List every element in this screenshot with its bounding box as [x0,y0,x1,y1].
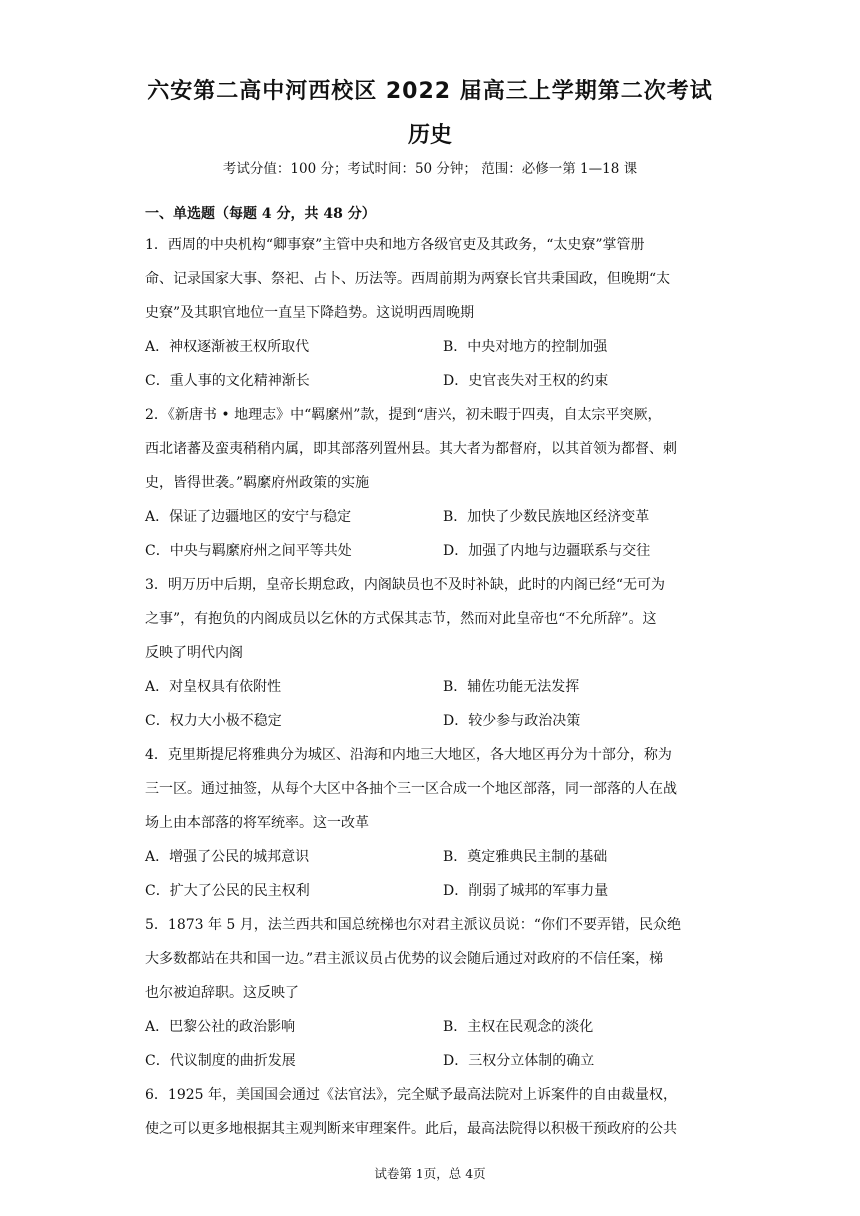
question-text-line: 之事”，有抱负的内阁成员以乞休的方式保其志节，然而对此皇帝也“不允所辞”。这 [145,611,657,627]
answer-option: D．较少参与政治决策 [443,713,581,729]
exam-body [145,200,725,1146]
question-4 [145,738,725,908]
question-text-line: 反映了明代内阁 [145,645,243,661]
answer-option: A．保证了边疆地区的安宁与稳定 [145,509,352,525]
question-text-line: 三一区。通过抽签，从每个大区中各抽个三一区合成一个地区部落，同一部落的人在战 [145,781,677,797]
page-footer: 试卷第 1页，总 4页 [374,1166,486,1181]
option-row [145,1044,725,1078]
question-5 [145,908,725,1078]
question-1 [145,228,725,398]
question-2 [145,398,725,568]
option-row [145,364,725,398]
answer-option: C．重人事的文化精神渐长 [145,373,310,389]
answer-option: C．扩大了公民的民主权利 [145,883,310,899]
option-row [145,500,725,534]
question-text-line: 1．西周的中央机构“卿事寮”主管中央和地方各级官吏及其政务，“太史寮”掌管册 [145,237,645,253]
question-text-line: 大多数都站在共和国一边。”君主派议员占优势的议会随后通过对政府的不信任案，梯 [145,951,664,967]
answer-option: C．代议制度的曲折发展 [145,1053,296,1069]
answer-option: A．巴黎公社的政治影响 [145,1019,296,1035]
option-row [145,534,725,568]
question-text-line: 场上由本部落的将军统率。这一改革 [145,815,369,831]
question-text-line: 4．克里斯提尼将雅典分为城区、沿海和内地三大地区，各大地区再分为十部分，称为 [145,747,672,763]
question-text-line: 2．《新唐书 • 地理志》中“羁縻州”款，提到“唐兴，初未暇于四夷，自太宗平突厥， [145,407,662,423]
option-row [145,840,725,874]
answer-option: D．削弱了城邦的军事力量 [443,883,609,899]
question-text-line: 命、记录国家大事、祭祀、占卜、历法等。西周前期为两寮长官共秉国政，但晚期“太 [145,271,671,287]
question-text-line: 6．1925 年，美国国会通过《法官法》，完全赋予最高法院对上诉案件的自由裁量权， [145,1087,677,1103]
answer-option: B．辅佐功能无法发挥 [443,679,580,695]
question-text-line: 史寮”及其职官地位一直呈下降趋势。这说明西周晚期 [145,305,475,321]
answer-option: D．史官丧失对王权的约束 [443,373,609,389]
question-text-line: 西北诸蕃及蛮夷稍稍内属，即其部落列置州县。其大者为都督府，以其首领为都督、刺 [145,441,677,457]
answer-option: B．奠定雅典民主制的基础 [443,849,608,865]
option-row [145,1010,725,1044]
option-row [145,670,725,704]
answer-option: D．加强了内地与边疆联系与交往 [443,543,651,559]
option-row [145,330,725,364]
subject-title: 历史 [407,123,452,148]
question-text-line: 3．明万历中后期，皇帝长期怠政，内阁缺员也不及时补缺，此时的内阁已经“无可为 [145,577,666,593]
question-list [145,228,725,1146]
question-text-line: 也尔被迫辞职。这反映了 [145,985,299,1001]
answer-option: A．增强了公民的城邦意识 [145,849,310,865]
answer-option: B．中央对地方的控制加强 [443,339,608,355]
answer-option: C．中央与羁縻府州之间平等共处 [145,543,352,559]
answer-option: A．神权逐渐被王权所取代 [145,339,310,355]
exam-title: 六安第二高中河西校区 2022 届高三上学期第二次考试 [147,79,713,104]
answer-option: B．主权在民观念的淡化 [443,1019,594,1035]
question-3 [145,568,725,738]
section-heading: 一、单选题（每题 4 分，共 48 分） [145,206,376,222]
answer-option: A．对皇权具有依附性 [145,679,282,695]
answer-option: D．三权分立体制的确立 [443,1053,595,1069]
question-6 [145,1078,725,1146]
answer-option: B．加快了少数民族地区经济变革 [443,509,650,525]
question-text-line: 使之可以更多地根据其主观判断来审理案件。此后，最高法院得以积极干预政府的公共 [145,1121,677,1137]
option-row [145,704,725,738]
option-row [145,874,725,908]
question-text-line: 5．1873 年 5 月，法兰西共和国总统梯也尔对君主派议员说：“你们不要弄错，民众绝 [145,917,681,933]
question-text-line: 史，皆得世袭。”羁縻府州政策的实施 [145,475,370,491]
answer-option: C．权力大小极不稳定 [145,713,282,729]
exam-info: 考试分值：100 分；考试时间：50 分钟； 范围：必修一第 1—18 课 [222,161,638,177]
